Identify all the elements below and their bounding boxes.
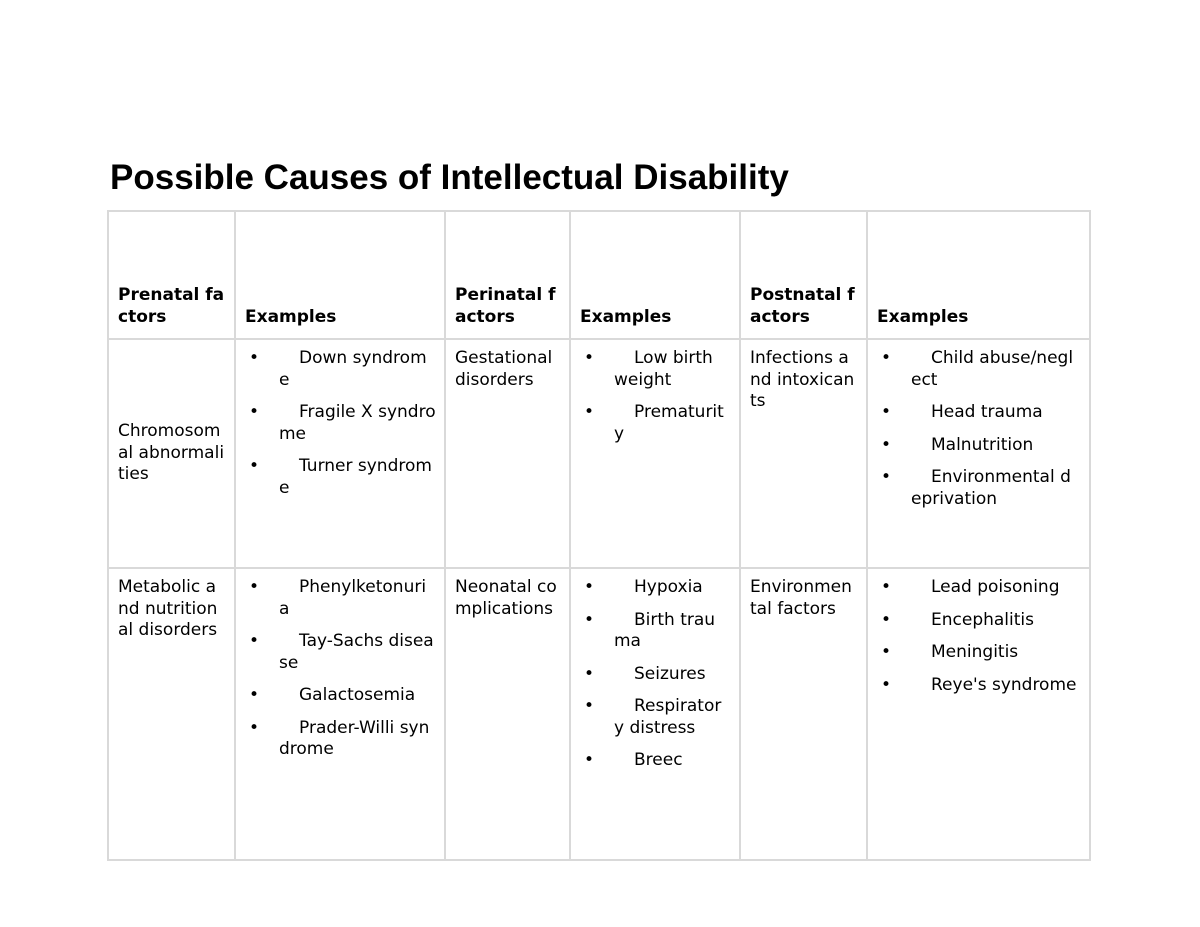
- header-perinatal-examples: Examples: [570, 211, 740, 339]
- list-item: • Galactosemia: [245, 685, 436, 707]
- examples-list: [245, 348, 436, 499]
- examples-list: [877, 577, 1081, 696]
- list-item: • Seizures: [580, 664, 731, 686]
- perinatal-factor-cell: Gestational disorders: [445, 339, 570, 568]
- prenatal-factor-cell: Chromosomal abnormalities: [108, 339, 235, 568]
- list-item: • Hypoxia: [580, 577, 731, 599]
- list-item: • Turner syndrome: [245, 456, 436, 499]
- header-prenatal-factors: Prenatal factors: [108, 211, 235, 339]
- postnatal-examples-cell: [867, 339, 1090, 568]
- examples-list: [877, 348, 1081, 510]
- header-postnatal-factors: Postnatal factors: [740, 211, 867, 339]
- examples-list: [580, 348, 731, 445]
- list-item: • Prader-Willi syndrome: [245, 718, 436, 761]
- postnatal-factor-cell: Infections and intoxicants: [740, 339, 867, 568]
- postnatal-factor-cell: Environmental factors: [740, 568, 867, 860]
- list-item: • Fragile X syndrome: [245, 402, 436, 445]
- list-item: • Environmental deprivation: [877, 467, 1081, 510]
- examples-list: [245, 577, 436, 761]
- list-item: • Prematurity: [580, 402, 731, 445]
- header-postnatal-examples: Examples: [867, 211, 1090, 339]
- list-item: • Birth trauma: [580, 610, 731, 653]
- perinatal-examples-cell: [570, 339, 740, 568]
- list-item: • Down syndrome: [245, 348, 436, 391]
- header-perinatal-factors: Perinatal factors: [445, 211, 570, 339]
- table-row: [108, 339, 1090, 568]
- list-item: • Low birth weight: [580, 348, 731, 391]
- prenatal-examples-cell: [235, 339, 445, 568]
- list-item: • Child abuse/neglect: [877, 348, 1081, 391]
- perinatal-examples-cell: [570, 568, 740, 860]
- list-item: • Reye's syndrome: [877, 675, 1081, 697]
- table-row: [108, 568, 1090, 860]
- page-title: Possible Causes of Intellectual Disability: [110, 158, 789, 197]
- list-item: • Encephalitis: [877, 610, 1081, 632]
- examples-list: [580, 577, 731, 772]
- postnatal-examples-cell: [867, 568, 1090, 860]
- list-item: • Meningitis: [877, 642, 1081, 664]
- list-item: • Phenylketonuria: [245, 577, 436, 620]
- perinatal-factor-cell: Neonatal complications: [445, 568, 570, 860]
- header-prenatal-examples: Examples: [235, 211, 445, 339]
- causes-table: [107, 210, 1091, 861]
- header-row: [108, 211, 1090, 339]
- list-item: • Lead poisoning: [877, 577, 1081, 599]
- list-item: • Respiratory distress: [580, 696, 731, 739]
- prenatal-factor-cell: Metabolic and nutritional disorders: [108, 568, 235, 860]
- prenatal-examples-cell: [235, 568, 445, 860]
- list-item: • Breec: [580, 750, 731, 772]
- list-item: • Malnutrition: [877, 435, 1081, 457]
- list-item: • Head trauma: [877, 402, 1081, 424]
- list-item: • Tay-Sachs disease: [245, 631, 436, 674]
